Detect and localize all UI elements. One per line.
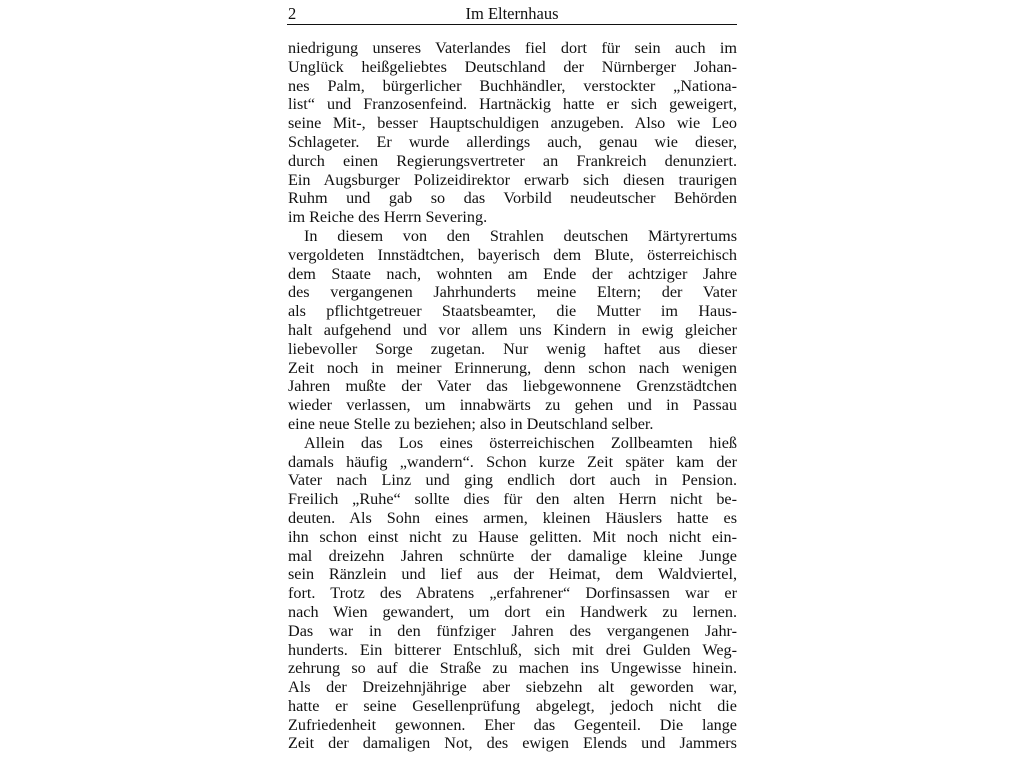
text-line: Jahren mußte der Vater das liebgewonnene Grenzstädtchen xyxy=(288,377,737,396)
text-line: damals häufig „wandern“. Schon kurze Zeit später kam der xyxy=(288,452,737,471)
text-line: Zeit der damaligen Not, des ewigen Elends und Jammers xyxy=(288,734,737,753)
text-line: mal dreizehn Jahren schnürte der damalige kleine Junge xyxy=(288,546,737,565)
paragraph-start-line: Allein das Los eines österreichischen Zollbeamten hieß xyxy=(304,433,737,452)
text-line: Zeit noch in meiner Erinnerung, denn schon nach wenigen xyxy=(288,358,737,377)
text-line: sein Ränzlein und lief aus der Heimat, dem Waldviertel, xyxy=(288,565,737,584)
text-line: Unglück heißgeliebtes Deutschland der Nürnberger Johan- xyxy=(288,57,737,76)
text-line: halt aufgehend und vor allem uns Kindern in ewig gleicher xyxy=(288,320,737,339)
text-line: hunderts. Ein bitterer Entschluß, sich mit drei Gulden Weg- xyxy=(288,640,737,659)
text-line: Zufriedenheit gewonnen. Eher das Gegenteil. Die lange xyxy=(288,715,737,734)
text-line: hatte er seine Gesellenprüfung abgelegt, jedoch nicht die xyxy=(288,696,737,715)
text-line: vergoldeten Innstädtchen, bayerisch dem Blute, österreichisch xyxy=(288,245,737,264)
text-line: niedrigung unseres Vaterlandes fiel dort für sein auch im xyxy=(288,39,737,57)
paragraph-end-line: im Reiche des Herrn Severing. xyxy=(288,208,488,227)
text-line: Ein Augsburger Polizeidirektor erwarb sich diesen traurigen xyxy=(288,170,737,189)
text-line: zehrung so auf die Straße zu machen ins Ungewisse hinein. xyxy=(288,659,737,678)
text-line: als pflichtgetreuer Staatsbeamter, die Mutter im Haus- xyxy=(288,302,737,321)
paragraph-start-line: In diesem von den Strahlen deutschen Märtyrertums xyxy=(304,226,737,245)
page-number: 2 xyxy=(288,4,297,23)
text-line: nach Wien gewandert, um dort ein Handwerk zu lernen. xyxy=(288,602,737,621)
text-line: list“ und Franzosenfeind. Hartnäckig hatte er sich geweigert, xyxy=(288,95,737,114)
text-line: liebevoller Sorge zugetan. Nur wenig haftet aus dieser xyxy=(288,339,737,358)
paragraph-end-line: eine neue Stelle zu beziehen; also in Deutschland selber. xyxy=(288,414,654,433)
text-line: Ruhm und gab so das Vorbild neudeutscher Behörden xyxy=(288,189,737,208)
text-line: durch einen Regierungsvertreter an Frankreich denunziert. xyxy=(288,151,737,170)
page-header xyxy=(287,4,737,25)
text-line: Schlageter. Er wurde allerdings auch, genau wie dieser, xyxy=(288,132,737,151)
text-line: seine Mit-, besser Hauptschuldigen anzugeben. Also wie Leo xyxy=(288,114,737,133)
text-line: Als der Dreizehnjährige aber siebzehn alt geworden war, xyxy=(288,678,737,697)
text-line: ihn schon einst nicht zu Hause gelitten. Mit noch nicht ein- xyxy=(288,527,737,546)
text-line: deuten. Als Sohn eines armen, kleinen Häuslers hatte es xyxy=(288,508,737,527)
text-line: dem Staate nach, wohnten am Ende der achtziger Jahre xyxy=(288,264,737,283)
text-line: wieder verlassen, um innabwärts zu gehen und in Passau xyxy=(288,396,737,415)
text-line: fort. Trotz des Abratens „erfahrener“ Dorfinsassen war er xyxy=(288,584,737,603)
text-line: Das war in den fünfziger Jahren des vergangenen Jahr- xyxy=(288,621,737,640)
text-line: des vergangenen Jahrhunderts meine Eltern; der Vater xyxy=(288,283,737,302)
running-title: Im Elternhaus xyxy=(465,4,559,23)
text-line: nes Palm, bürgerlicher Buchhändler, verstockter „Nationa- xyxy=(288,76,737,95)
text-line: Freilich „Ruhe“ sollte dies für den alten Herrn nicht be- xyxy=(288,490,737,509)
text-line: Vater nach Linz und ging endlich dort auch in Pension. xyxy=(288,471,737,490)
body-text xyxy=(288,39,737,753)
